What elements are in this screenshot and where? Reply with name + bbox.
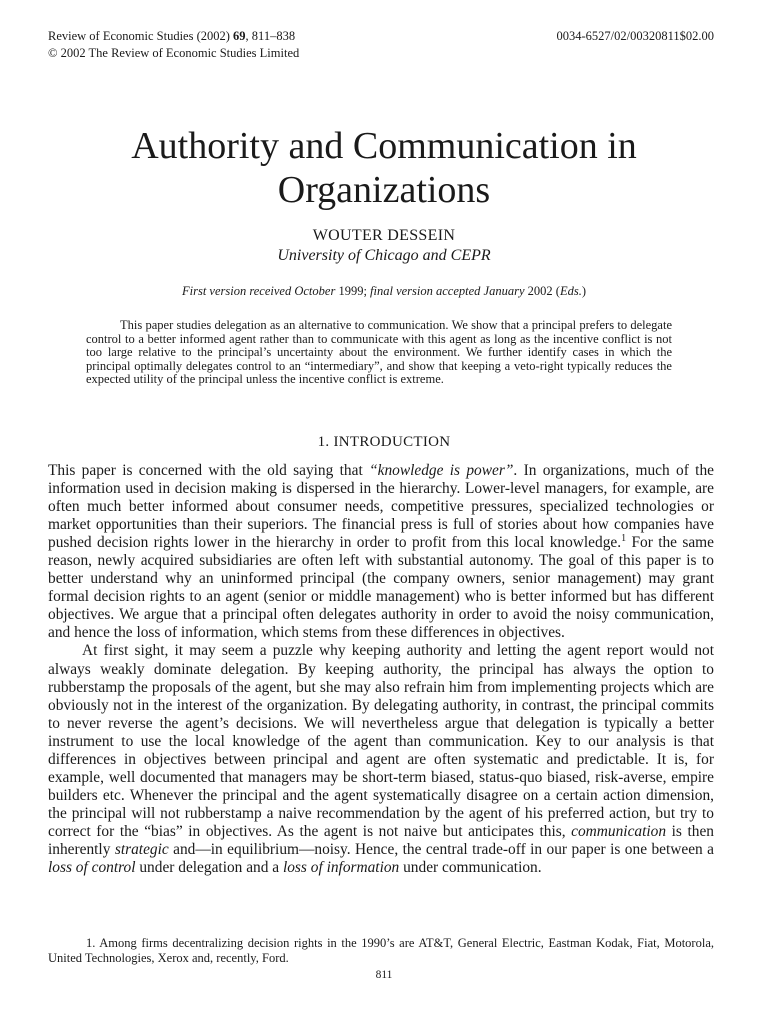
footnote: 1. Among firms decentralizing decision rights in the 1990’s are AT&T, General Electric, Eastman Kodak, Fiat, Motorola, United Technologies, Xerox and, recently, Ford. — [48, 936, 714, 965]
abstract: This paper studies delegation as an alternative to communication. We show that a principal prefers to delegate control to a better informed agent rather than to communicate with this agent as long as the incentive conflict is not too large relative to the principal’s uncertainty about the environment. We further identify cases in which the principal optimally delegates control to an “intermediary”, and show that keeping a veto-right typically reduces the expected utility of the principal unless the incentive conflict is extreme. — [86, 318, 672, 387]
paragraph-2 — [48, 642, 714, 877]
author-affiliation: University of Chicago and CEPR — [277, 247, 491, 264]
page-number: 811 — [375, 969, 393, 981]
citation-line — [48, 28, 299, 45]
body-text — [48, 462, 714, 877]
paper-title: Authority and Communication in Organizations — [131, 125, 637, 211]
final-version-label: final version accepted January — [370, 284, 525, 298]
eds-close: ) — [581, 284, 586, 298]
emph-loss-of-control: loss of control — [48, 859, 136, 877]
eds-label: Eds. — [559, 284, 582, 298]
journal-name: Review of Economic Studies (2002) — [48, 29, 234, 43]
text-run: is then inherently — [48, 822, 714, 858]
emph-loss-of-information: loss of information — [282, 859, 400, 877]
paragraph-1 — [48, 462, 714, 642]
emph-communication: communication — [571, 822, 667, 840]
final-version-year: 2002 ( — [524, 284, 560, 298]
page-range: , 811–838 — [245, 29, 296, 43]
journal-citation — [48, 28, 299, 62]
text-run: and—in equilibrium—noisy. Hence, the central trade-off in our paper is one between a — [168, 840, 714, 858]
footnote-marker: 1 — [621, 533, 627, 545]
text-run: under communication. — [399, 859, 542, 877]
quote-knowledge-is-power: “knowledge is power” — [369, 462, 514, 479]
section-heading: 1. INTRODUCTION — [317, 434, 451, 450]
author-name: WOUTER DESSEIN — [312, 227, 456, 244]
emph-strategic: strategic — [114, 840, 169, 858]
text-run: . In organizations, much of the information used in decision making is dispersed in the hierarchy. Lower-level managers, for example, are often much better informed about consumer needs, competitive pressures, specialized technologies or market opportunities than their superiors. The financial press is full of stories about how companies have pushed decision rights lower in the hierarchy in order to profit from this local knowledge. — [48, 462, 714, 552]
copyright-line: © 2002 The Review of Economic Studies Limited — [48, 46, 300, 60]
first-version-year: 1999; — [335, 284, 371, 298]
text-run: This paper is concerned with the old saying that — [48, 462, 370, 479]
issn-code: 0034-6527/02/00320811$02.00 — [556, 29, 714, 43]
text-run: At first sight, it may seem a puzzle why keeping authority and letting the agent report would not always weakly dominate delegation. By keeping authority, the principal has always the option to rubberstamp the proposals of the agent, but she may also refrain him from implementing projects which are obviously not in the interest of the organization. By delegating authority, in contrast, the principal commits to never reverse the agent’s decisions. We will nevertheless argue that delegation is typically a better instrument to use the local knowledge of the agent than communication. Key to our analysis is that differences in objectives between principal and agent are often systematic and predictable. It is, for example, well documented that managers may be short-term biased, status-quo biased, risk-averse, empire builders etc. Whenever the principal and the agent systematically disagree on a certain action dimension, the principal will not rubberstamp a naive recommendation by the agent of his preferred action, but try to correct for the “bias” in objectives. As the agent is not naive but anticipates this, — [48, 642, 714, 840]
first-version-label: First version received October — [182, 284, 336, 298]
text-run: For the same reason, newly acquired subsidiaries are often left with substantial autonomy. The goal of this paper is to better understand why an uninformed principal (the company owners, senior management) may grant formal decision rights to an agent (senior or middle management) who is better informed but has different objectives. We argue that a principal often delegates authority in order to avoid the noisy communication, and hence the loss of information, which stems from these differences in objectives. — [48, 534, 714, 642]
volume-number: 69 — [233, 29, 246, 43]
received-dates — [0, 283, 768, 300]
text-run: under delegation and a — [135, 859, 283, 877]
